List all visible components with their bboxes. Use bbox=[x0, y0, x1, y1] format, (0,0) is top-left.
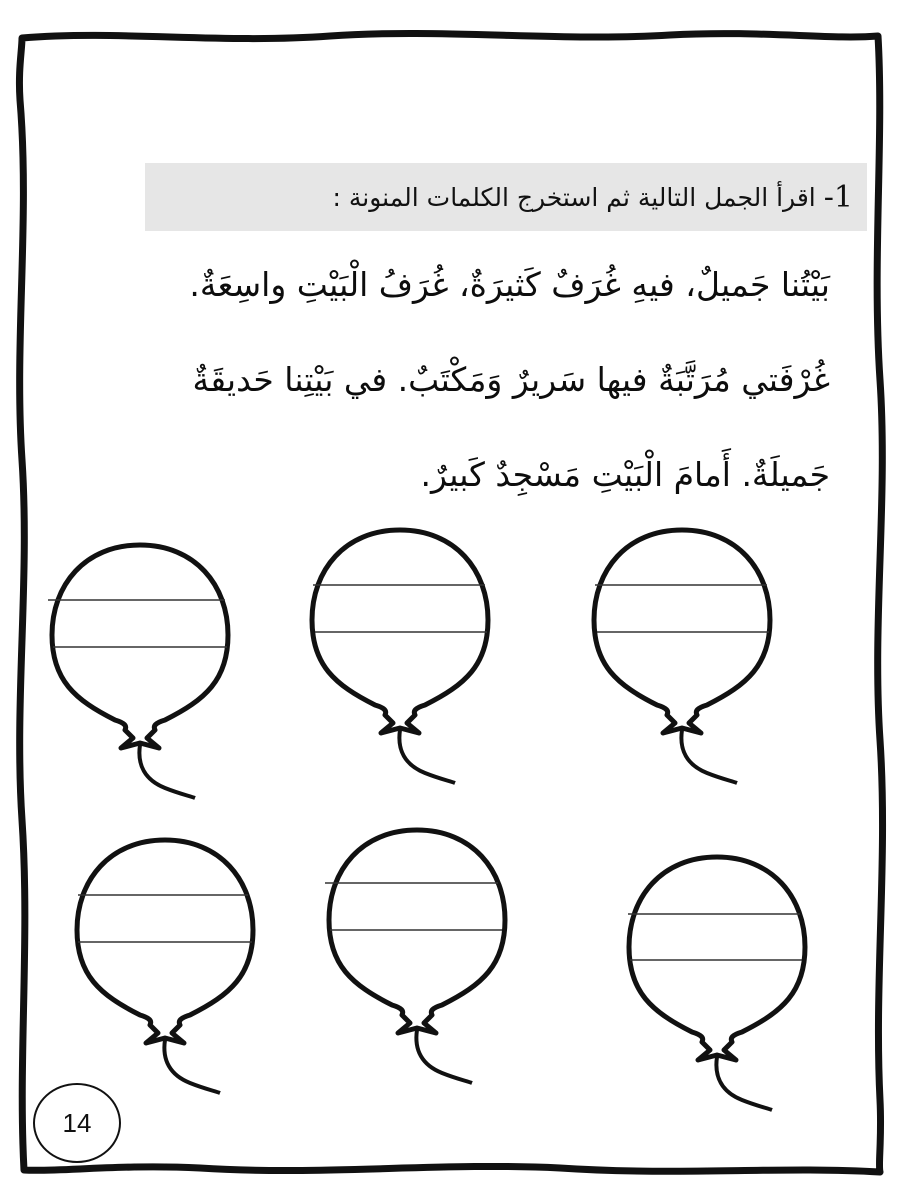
answer-balloon-4[interactable] bbox=[70, 835, 260, 1095]
instruction-bar bbox=[145, 163, 867, 231]
answer-balloon-1[interactable] bbox=[45, 540, 235, 800]
answer-balloon-6[interactable] bbox=[622, 852, 812, 1112]
passage-line-3: جَميلَةٌ. أَمامَ الْبَيْتِ مَسْجِدٌ كَبيرٌ. bbox=[420, 455, 830, 494]
answer-balloon-3[interactable] bbox=[587, 525, 777, 785]
exercise-number: 1- bbox=[823, 179, 853, 215]
answer-balloon-5[interactable] bbox=[322, 825, 512, 1085]
exercise-instruction: اقرأ الجمل التالية ثم استخرج الكلمات المنونة : bbox=[332, 182, 816, 212]
passage-line-1: بَيْتُنا جَميلٌ، فيهِ غُرَفٌ كَثيرَةٌ، غُرَفُ الْبَيْتِ واسِعَةٌ. bbox=[189, 265, 830, 304]
passage-line-2: غُرْفَتي مُرَتَّبَةٌ فيها سَريرٌ وَمَكْتَبٌ. في بَيْتِنا حَديقَةٌ bbox=[192, 360, 830, 399]
answer-balloon-2[interactable] bbox=[305, 525, 495, 785]
page-number: 14 bbox=[33, 1083, 121, 1163]
